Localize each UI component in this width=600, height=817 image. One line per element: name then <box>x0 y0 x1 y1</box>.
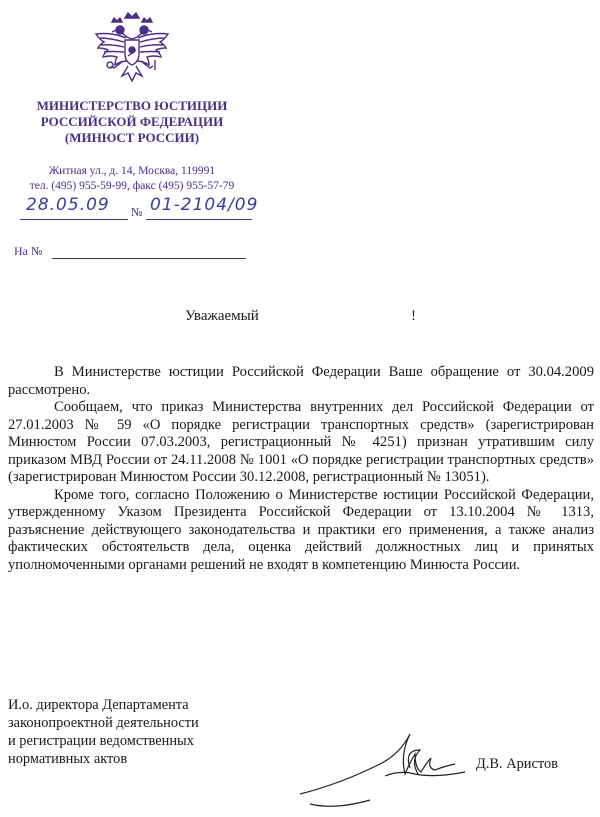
number-sign: № <box>131 205 143 219</box>
signatory-name: Д.В. Аристов <box>476 756 558 772</box>
greeting: Уважаемый <box>185 308 259 324</box>
greeting-exclamation: ! <box>411 308 416 324</box>
org-phones: тел. (495) 955-59-99, факс (495) 955-57-79 <box>29 180 235 192</box>
org-name-line1: МИНИСТЕРСТВО ЮСТИЦИИ <box>36 98 228 113</box>
reference-label: На № <box>14 244 43 258</box>
org-address: Житная ул., д. 14, Москва, 119991 <box>48 165 216 177</box>
org-name-line2: РОССИЙСКОЙ ФЕДЕРАЦИИ <box>40 114 224 129</box>
coat-of-arms-emblem <box>92 8 172 90</box>
body-paragraph-1: В Министерстве юстиции Российской Федерации Ваше обращение от 30.04.2009 рассмотрено. <box>8 364 594 398</box>
reference-underline <box>52 258 246 259</box>
letter-number: 01-2104/09 <box>150 195 259 215</box>
signatory-title-line1: И.о. директора Департамента <box>8 697 189 713</box>
org-name-line3: (МИНЮСТ РОССИИ) <box>64 130 200 145</box>
signatory-title <box>8 696 268 768</box>
body-paragraph-3: Кроме того, согласно Положению о Министерстве юстиции Российской Федерации, утвержденному Указом Президента Российской Федерации от 13.10.2004 № 1313, разъяснение действующего законодательства и практики его применения, а также анализ фактических обстоятельств дела, оценка действий должностных лиц и принятых уполномоченными органами решений не входят в компетенцию Минюста России. <box>8 486 594 573</box>
date-underline <box>20 219 128 220</box>
body-paragraph-2: Сообщаем, что приказ Министерства внутренних дел Российской Федерации от 27.01.2003 № 59 «О порядке регистрации транспортных средств» (зарегистрирован Минюстом России 07.03.2003, регистрационный № 4251) признан утратившим силу приказом МВД России от 24.11.2008 № 1001 «О порядке регистрации транспортных средств» (зарегистрирован Минюстом России 30.12.2008, регистрационный № 13051). <box>8 399 594 485</box>
letter-date: 28.05.09 <box>26 195 110 215</box>
handwritten-signature <box>290 724 490 814</box>
signatory-title-line3: и регистрации ведомственных <box>8 733 194 749</box>
letter-body <box>8 364 594 574</box>
signatory-title-line4: нормативных актов <box>8 751 128 767</box>
number-underline <box>146 219 252 220</box>
signatory-title-line2: законопроектной деятельности <box>8 715 199 731</box>
